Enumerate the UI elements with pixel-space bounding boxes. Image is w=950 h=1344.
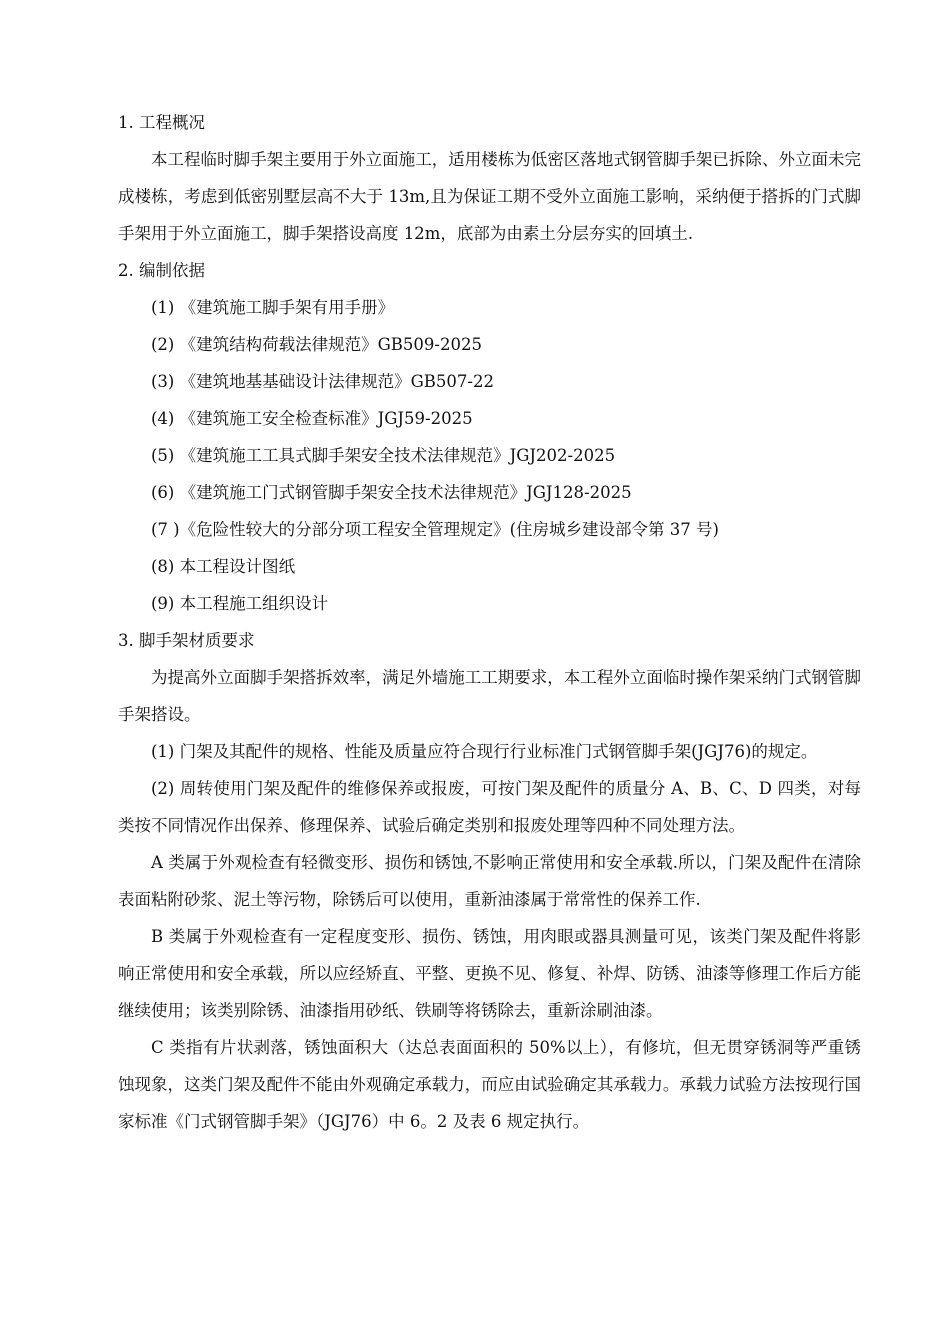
section-heading-project-overview: 1. 工程概况 <box>118 113 205 132</box>
paragraph-class-a: A 类属于外观检查有轻微变形、损伤和锈蚀,不影响正常使用和安全承载.所以，门架及配件在清除表面粘附砂浆、泥土等污物，除锈后可以使用，重新油漆属于常常性的保养工作. <box>118 853 861 909</box>
paragraph-requirement-2: (2) 周转使用门架及配件的维修保养或报废，可按门架及配件的质量分 A、B、C、D 四类，对每类按不同情况作出保养、修理保养、试验后确定类别和报废处理等四种不同处理方法。 <box>118 779 861 835</box>
paragraph-class-c: C 类指有片状剥落，锈蚀面积大（达总表面面积的 50%以上），有修坑，但无贯穿锈洞等严重锈蚀现象，这类门架及配件不能由外观确定承载力，而应由试验确定其承载力。承载力试验方法按现行国家标准《门式钢管脚手架》（JGJ76）中 6。2 及表 6 规定执行。 <box>118 1038 861 1131</box>
reference-item: (6) 《建筑施工门式钢管脚手架安全技术法律规范》JGJ128-2025 <box>151 483 632 502</box>
paragraph-class-b: B 类属于外观检查有一定程度变形、损伤、锈蚀，用肉眼或器具测量可见，该类门架及配件将影响正常使用和安全承载，所以应经矫直、平整、更换不见、修复、补焊、防锈、油漆等修理工作后方能继续使用；该类别除锈、油漆指用砂纸、铁刷等将锈除去，重新涂刷油漆。 <box>118 927 861 1020</box>
reference-item: (4) 《建筑施工安全检查标准》JGJ59-2025 <box>151 409 473 428</box>
reference-item: (8) 本工程设计图纸 <box>151 557 296 576</box>
reference-item: (7 )《危险性较大的分部分项工程安全管理规定》(住房城乡建设部令第 37 号) <box>151 520 719 539</box>
reference-item: (3) 《建筑地基基础设计法律规范》GB507-22 <box>151 372 494 391</box>
paragraph-project-overview: 本工程临时脚手架主要用于外立面施工，适用楼栋为低密区落地式钢管脚手架已拆除、外立面未完成楼栋，考虑到低密别墅层高不大于 13m,且为保证工期不受外立面施工影响，采纳便于搭拆的门式脚手架用于外立面施工，脚手架搭设高度 12m，底部为由素土分层夯实的回填土. <box>118 150 861 243</box>
reference-item: (1) 《建筑施工脚手架有用手册》 <box>151 298 395 317</box>
paragraph-material-intro: 为提高外立面脚手架搭拆效率，满足外墙施工工期要求，本工程外立面临时操作架采纳门式钢管脚手架搭设。 <box>118 668 861 724</box>
paragraph-requirement-1: (1) 门架及其配件的规格、性能及质量应符合现行行业标准门式钢管脚手架(JGJ76)的规定。 <box>151 742 818 761</box>
section-heading-compilation-basis: 2. 编制依据 <box>118 261 205 280</box>
section-heading-material-requirements: 3. 脚手架材质要求 <box>118 631 255 650</box>
reference-item: (5) 《建筑施工工具式脚手架安全技术法律规范》JGJ202-2025 <box>151 446 616 465</box>
reference-item: (2) 《建筑结构荷载法律规范》GB509-2025 <box>151 335 482 354</box>
reference-item: (9) 本工程施工组织设计 <box>151 594 329 613</box>
document-body <box>118 104 861 1140</box>
